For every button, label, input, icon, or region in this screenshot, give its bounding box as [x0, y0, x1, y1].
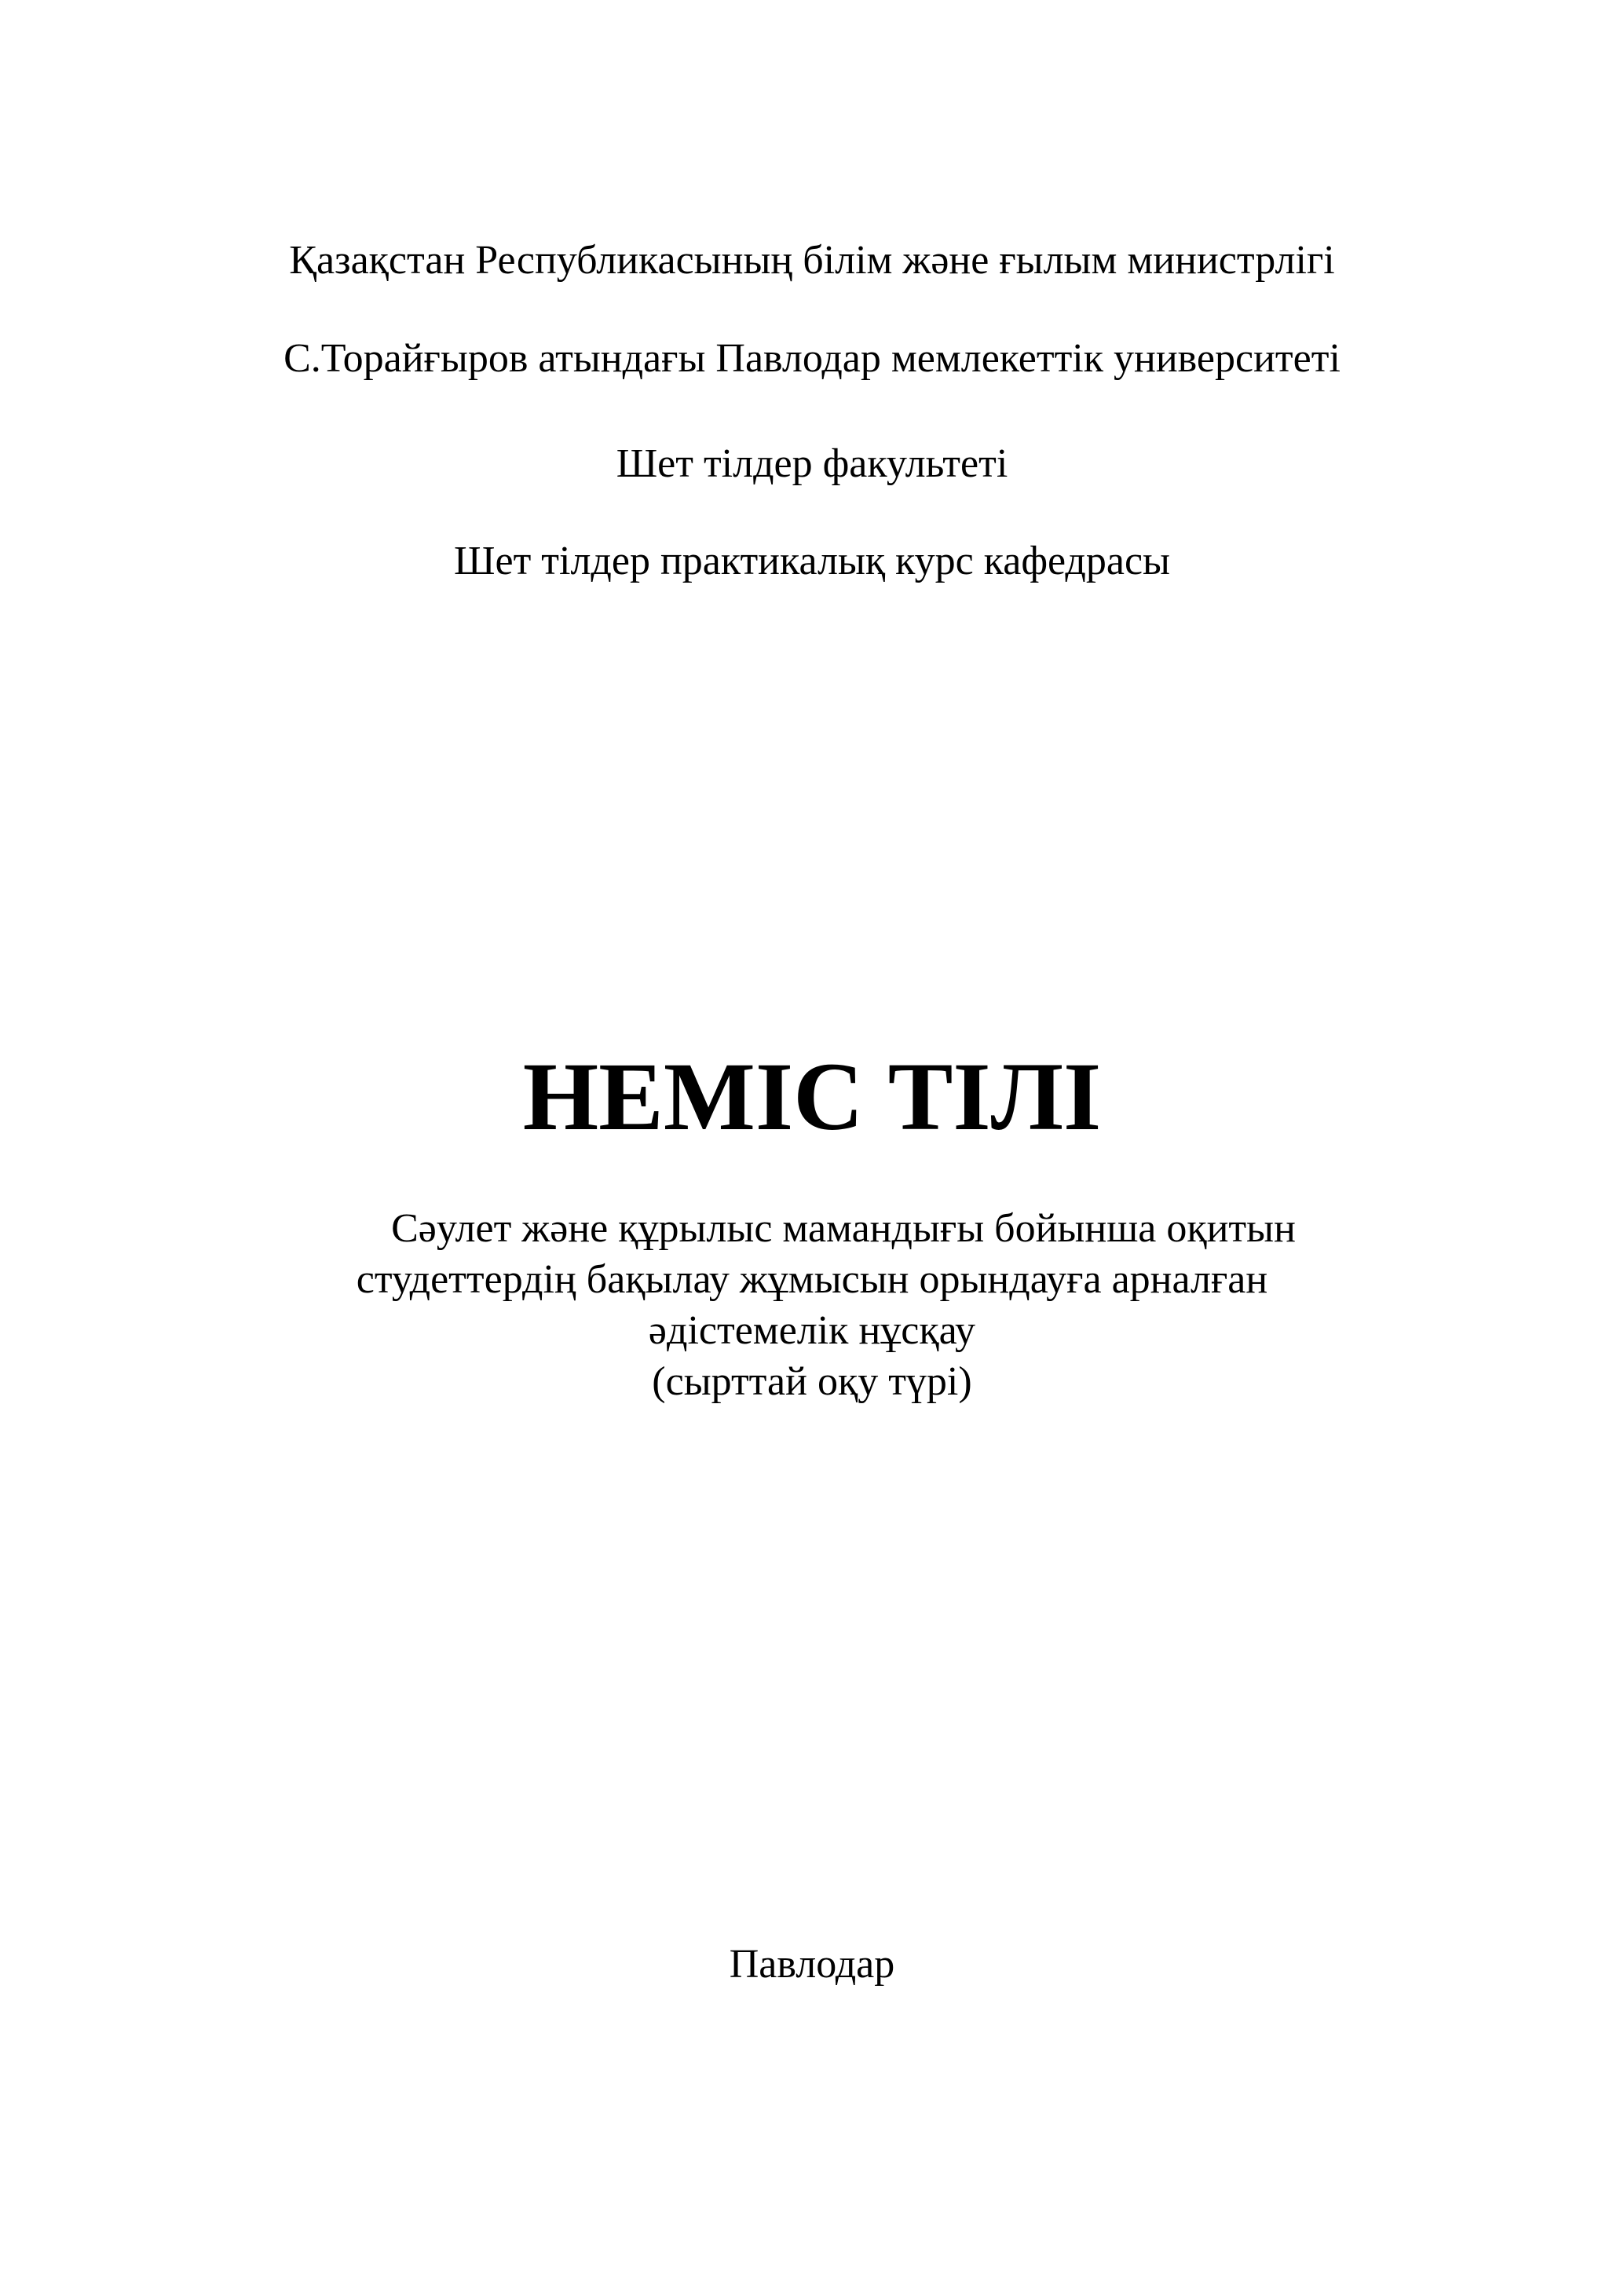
department-heading: Шет тілдер практикалық курс кафедрасы [454, 539, 1170, 583]
ministry-heading: Қазақстан Республикасының білім және ғылым министрлігі [289, 238, 1335, 283]
document-title: НЕМІС ТІЛІ [522, 1043, 1102, 1150]
faculty-heading: Шет тілдер факультеті [616, 441, 1008, 486]
city-footer: Павлодар [729, 1942, 895, 1987]
university-heading: С.Торайғыров атындағы Павлодар мемлекеттік университеті [283, 336, 1341, 381]
subtitle-line-3: әдістемелік нұсқау [648, 1308, 976, 1353]
subtitle-line-2: студеттердің бақылау жұмысын орындауға арналған [356, 1257, 1268, 1302]
subtitle-line-1: Сәулет және құрылыс мамандығы бойынша оқитын [391, 1206, 1296, 1251]
subtitle-line-4: (сырттай оқу түрі) [652, 1359, 972, 1404]
